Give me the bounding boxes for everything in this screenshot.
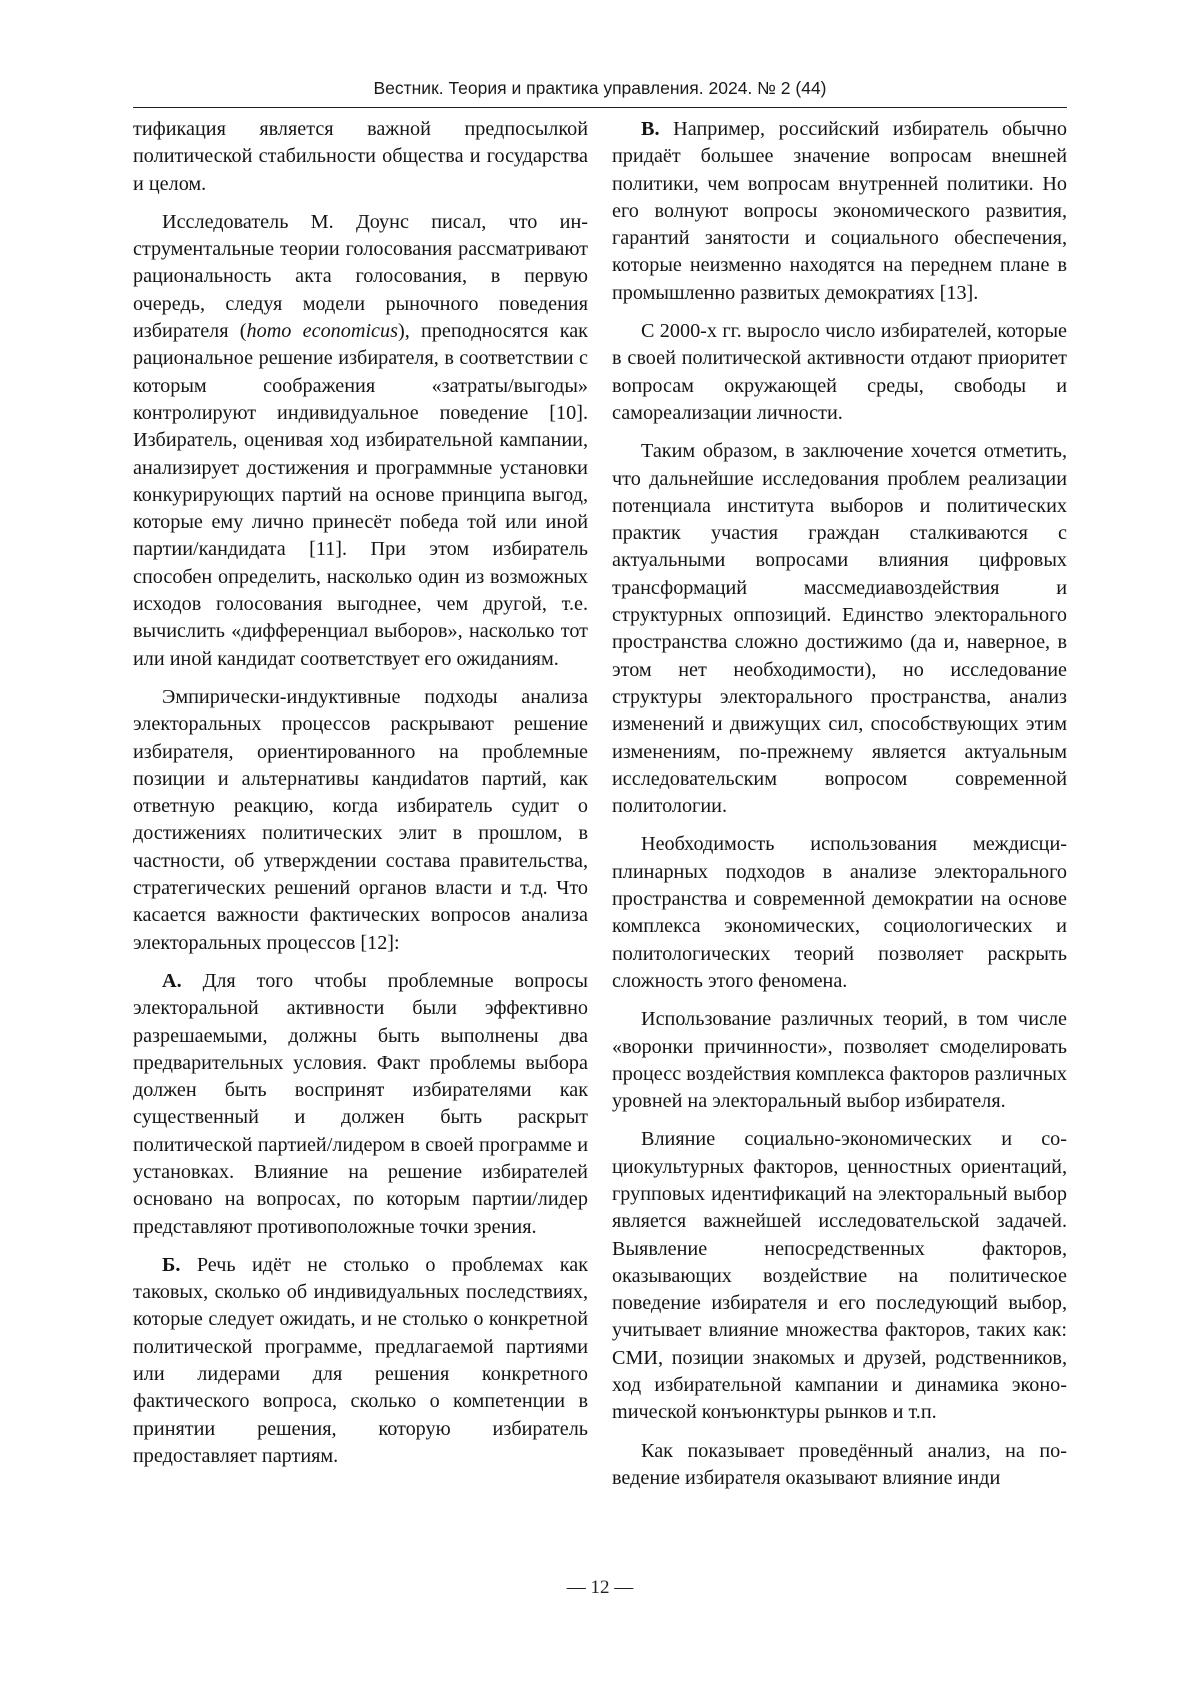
paragraph-interdisciplinary: Необходимость использования междисциплинарных подходов в анализе электорального пространства и современной демократии на основе комплекса экономических, социологических и политологических теорий позволяет раскрыть сложность этого феномена. bbox=[612, 833, 1067, 992]
paragraph-point-b bbox=[133, 1252, 588, 1470]
point-v-label: В. bbox=[641, 118, 660, 140]
paragraph-text: Для того чтобы проблемные вопросы электоральной активности были эффективно разрешаемыми, должны быть выполнены два предварительных условия. Факт проблемы выбора должен быть воспринят избирателями как существенный и должен быть раскрыт политической партией/лидером в своей программе и установках. Влияние на решение избирателей основано на вопросах, по которым партии/лидер представляют противоположные точки зрения. bbox=[133, 969, 588, 1238]
paragraph-conclusion: Таким образом, в заключение хочется отметить, что дальнейшие исследования проблем реализации потенциала института выборов и политических практик участия граждан сталкиваются с актуальными вопросами влияния цифровых трансформаций массмедиавоздействия и структурных оппозиций. Единство электорального пространства сложно достижимо (да и, наверное, в этом нет необходимости), но исследование структуры электорального пространства, анализ изменений и движущих сил, способствующих этим изменениям, по-прежнему является актуальным исследовательским вопросом современной политологии. bbox=[612, 440, 1067, 818]
paragraph-factors: Влияние социально-экономических и социокультурных факторов, ценностных ориентаций, групповых идентификаций на электоральный выбор является важнейшей исследовательской задачей. Выявление непосредственных факторов, оказывающих воздействие на политическое поведение избирателя и его последующий выбор, учитывает влияние множества факторов, таких как: СМИ, позиции знакомых и друзей, родственников, ход избирательной кампании и динамика эконоmической конъюнктуры рынков и т.п. bbox=[612, 1128, 1067, 1424]
paragraph-2000s: С 2000-х гг. выросло число избирателей, которые в своей политической активности отдают приоритет вопросам окружающей среды, свободы и самореализации личности. bbox=[612, 320, 1067, 424]
paragraph-analysis: Как показывает проведённый анализ, на поведение избирателя оказывают влияние инди bbox=[612, 1439, 1067, 1489]
left-column bbox=[133, 116, 588, 1481]
italic-term: homo economicus bbox=[246, 320, 398, 343]
point-a-label: А. bbox=[162, 969, 182, 992]
paragraph-text: Речь идёт не столько о проблемах как таковых, сколько об индивидуальных последствиях, которые следует ожидать, и не столько о конкретной политической программе, предлагаемой партиями или лидерами для решения конкретного фактического вопроса, сколько о компетенции в принятии решения, которую избиратель предоставляет партиям. bbox=[133, 1253, 588, 1467]
header-rule bbox=[133, 107, 1067, 108]
paragraph-theories: Использование различных теорий, в том числе «воронки причинности», позволяет смоделировать процесс воздействия комплекса факторов различных уровней на электоральный выбор избирателя. bbox=[612, 1008, 1067, 1113]
point-b-label: Б. bbox=[162, 1253, 181, 1276]
paragraph-point-a bbox=[133, 968, 588, 1241]
running-header: Вестник. Теория и практика управления. 2024. № 2 (44) bbox=[373, 78, 827, 98]
paragraph-text: ), преподносятся как рациональное решение избирателя, в соответствии с которым соображения «затраты/выгоды» контролируют индивидуальное поведение [10]. Избиратель, оценивая ход избирательной кампании, анализирует достижения и программные установки конкурирующих партий на основе принципа выгод, которые ему лично принесёт победа той или иной партии/кандидата [11]. При этом избиратель способен определить, насколько один из возможных исходов голосования выгоднее, чем другой, т.е. вычислить «дифференциал выборов», насколько тот или иной кандидат соответствует его ожиданиям. bbox=[133, 320, 588, 670]
paragraph-point-v bbox=[612, 116, 1067, 307]
paragraph-continued: тификация является важной предпосылкой политической стабильности общества и государства и целом. bbox=[133, 118, 588, 195]
page-number: — 12 — bbox=[566, 1577, 634, 1598]
paragraph-text: Например, российский избиратель обычно придаёт большее значение вопросам внешней политики, чем вопросам внутренней политики. Но его волнуют вопросы экономического развития, гарантий занятости и социального обеспечения, которые неизменно находятся на переднем плане в промышленно развитых демократиях [13]. bbox=[612, 118, 1067, 304]
right-column bbox=[612, 116, 1067, 1503]
paragraph-empirical: Эмпирически-индуктивные подходы анализа электоральных процессов раскрывают решение избирателя, ориентированного на проблемные позиции и альтернативы кандиdатов партий, как ответную реакцию, когда избиратель судит о достижениях политических элит в прошлом, в частности, об утверждении состава правительства, стратегических решений органов власти и т.д. Что касается важности фактических вопросов анализа электоральных процессов [12]: bbox=[133, 685, 588, 954]
paragraph-text: Исследователь М. Доунс писал, что инструментальные теории голосования рассматривают рациональность акта голосования, в первую очередь, следуя модели рыночного поведения избирателя ( bbox=[133, 210, 588, 343]
paragraph-downs bbox=[133, 209, 588, 673]
